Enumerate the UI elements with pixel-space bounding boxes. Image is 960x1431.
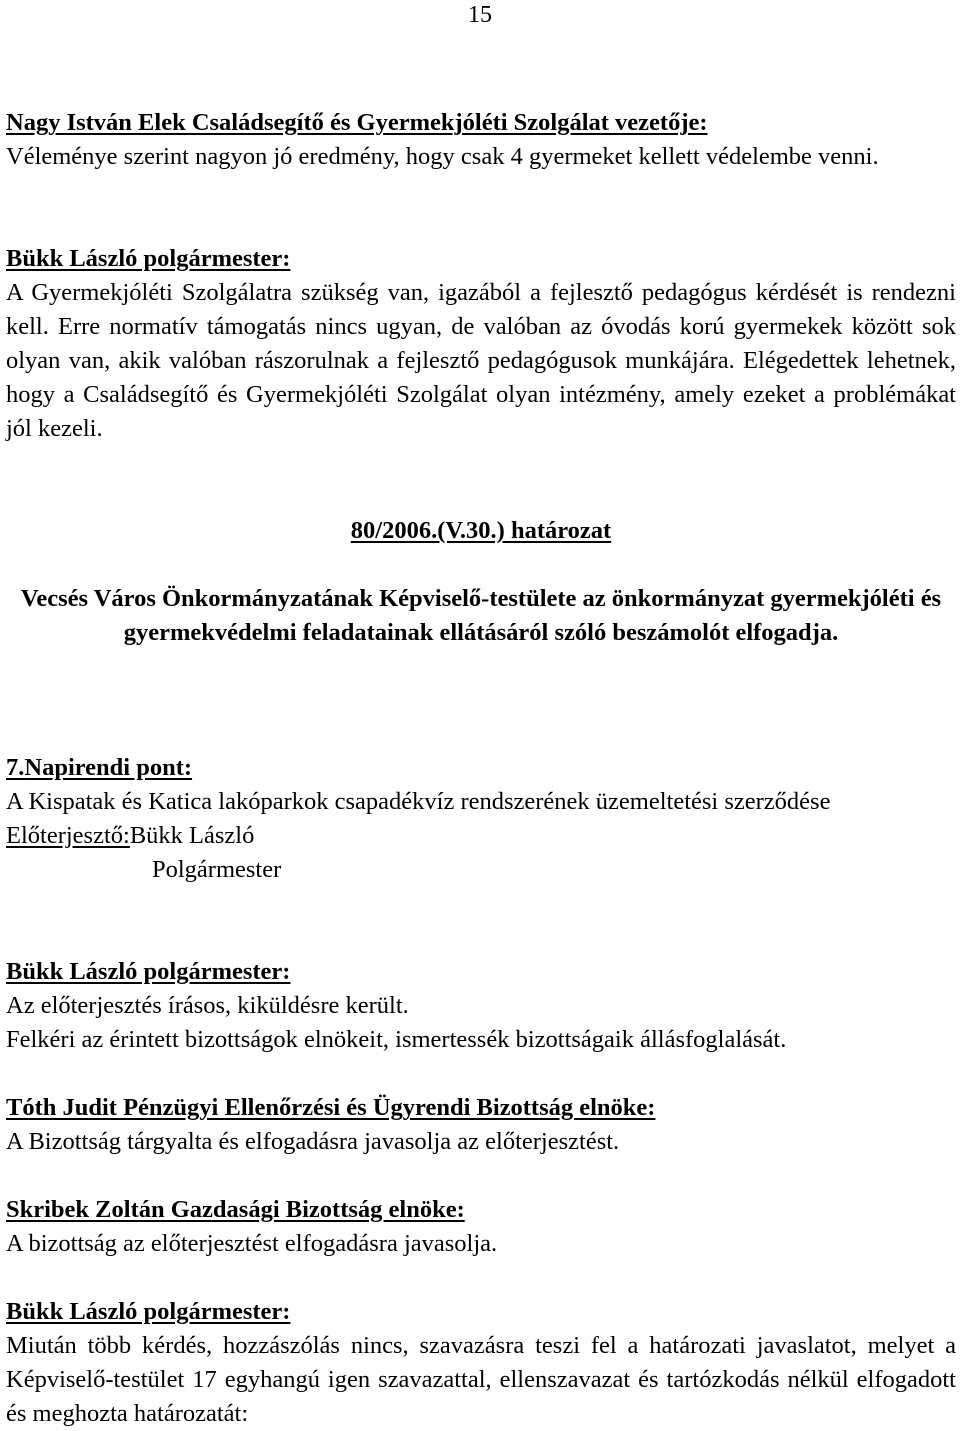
agenda-label: Napirendi pont: <box>24 754 193 781</box>
speaker-heading: Tóth Judit Pénzügyi Ellenőrzési és Ügyrendi Bizottság elnöke: <box>6 1094 656 1121</box>
speech-text: Véleménye szerint nagyon jó eredmény, hogy csak 4 gyermeket kellett védelembe venni. <box>6 143 879 170</box>
resolution-number: 80/2006.(V.30.) határozat <box>350 517 612 544</box>
agenda-prefix: 7. <box>6 754 25 781</box>
section-toth-judit <box>6 1091 956 1159</box>
section-skribek <box>6 1193 956 1261</box>
agenda-block <box>6 751 956 887</box>
resolution-text: Vecsés Város Önkormányzatának Képviselő-testülete az önkormányzat gyermekjóléti és gyermekvédelmi feladatainak ellátásáról szóló beszámolót elfogadja. <box>20 585 942 646</box>
presenter-label: Előterjesztő: <box>6 822 130 849</box>
resolution-block <box>6 514 956 650</box>
speech-text: A bizottság az előterjesztést elfogadásra javasolja. <box>6 1230 498 1257</box>
speech-text: A Bizottság tárgyalta és elfogadásra javasolja az előterjesztést. <box>6 1128 620 1155</box>
speech-text: Miután több kérdés, hozzászólás nincs, szavazásra teszi fel a határozati javaslatot, melyet a Képviselő-testület 17 egyhangú igen szavazattal, ellenszavazat és tartózkodás nélkül elfogadott és meghozta határozatát: <box>6 1332 956 1427</box>
speaker-heading: Bükk László polgármester: <box>6 245 291 272</box>
speaker-heading: Bükk László polgármester: <box>6 1298 291 1325</box>
presenter-role: Polgármester <box>152 856 282 883</box>
section-bukk-1 <box>6 242 956 446</box>
section-nagy-istvan <box>6 106 956 174</box>
speech-text-line: Az előterjesztés írásos, kiküldésre került. <box>6 992 409 1019</box>
section-bukk-2 <box>6 955 956 1057</box>
agenda-title: A Kispatak és Katica lakóparkok csapadékvíz rendszerének üzemeltetési szerződése <box>6 788 831 815</box>
speaker-heading: Nagy István Elek Családsegítő és Gyermekjóléti Szolgálat vezetője: <box>6 109 708 136</box>
speech-text-line: Felkéri az érintett bizottságok elnökeit, ismertessék bizottságaik állásfoglalását. <box>6 1026 787 1053</box>
speaker-heading: Bükk László polgármester: <box>6 958 291 985</box>
agenda-heading <box>6 751 956 785</box>
presenter-line <box>6 819 956 853</box>
page-number: 15 <box>468 2 492 28</box>
speech-text: A Gyermekjóléti Szolgálatra szükség van, igazából a fejlesztő pedagógus kérdését is rendezni kell. Erre normatív támogatás nincs ugyan, de valóban az óvodás korú gyermekek között sok olyan van, akik valóban rászorulnak a fejlesztő pedagógusok munkájára. Elégedettek lehetnek, hogy a Családsegítő és Gyermekjóléti Szolgálat olyan intézmény, amely ezeket a problémákat jól kezeli. <box>6 279 956 442</box>
section-bukk-3 <box>6 1295 956 1431</box>
presenter-name: Bükk László <box>129 822 255 849</box>
speaker-heading: Skribek Zoltán Gazdasági Bizottság elnöke: <box>6 1196 465 1223</box>
